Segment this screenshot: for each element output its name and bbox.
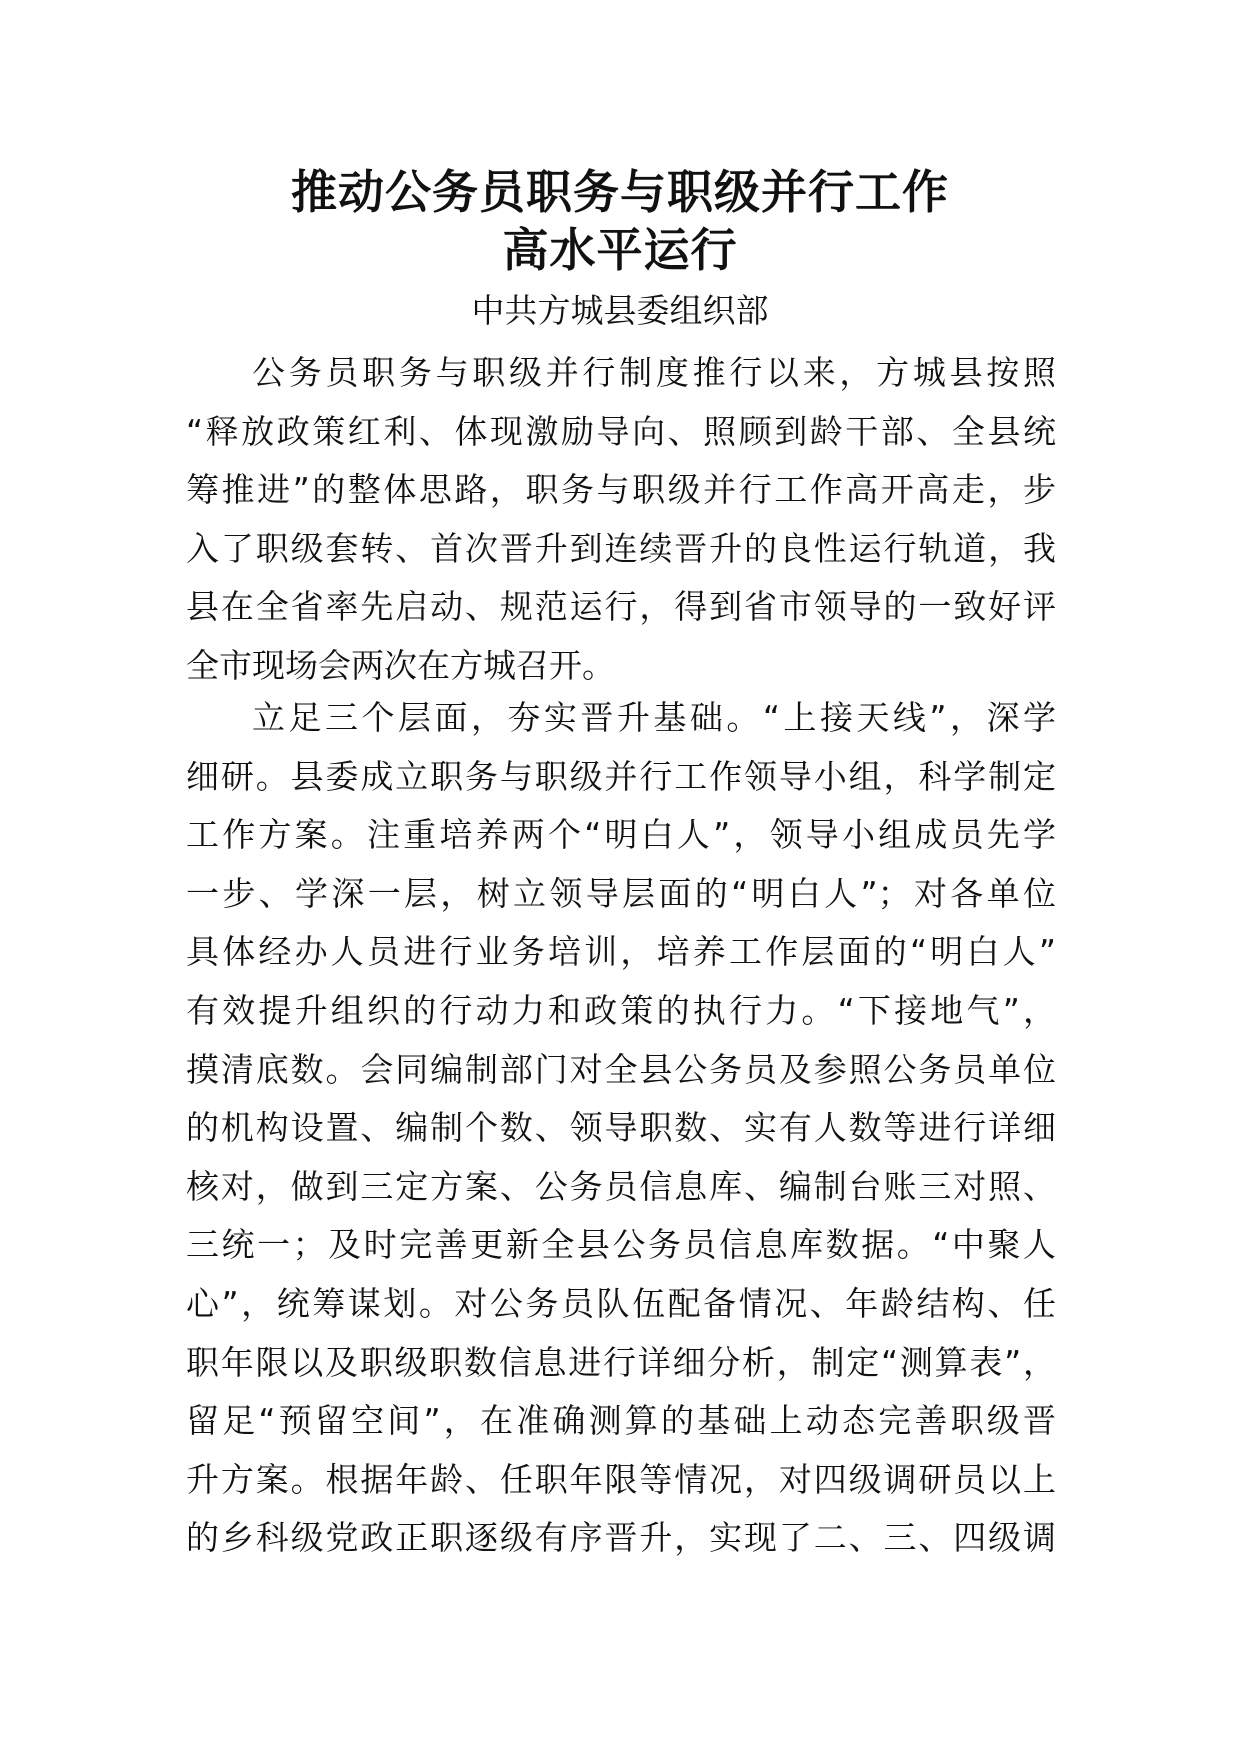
paragraph-line: 筹推进”的整体思路，职务与职级并行工作高开高走，步 — [186, 470, 1056, 510]
document-title-line-2: 高水平运行 — [502, 223, 738, 277]
paragraph-1 — [186, 344, 1056, 696]
paragraph-line: 核对，做到三定方案、公务员信息库、编制台账三对照、 — [186, 1166, 1056, 1206]
paragraph-line: 职年限以及职级职数信息进行详细分析，制定“测算表”， — [186, 1342, 1056, 1382]
paragraph-line: 立足三个层面，夯实晋升基础。“上接天线”，深学 — [252, 698, 1056, 737]
paragraph-line: 三统一；及时完善更新全县公务员信息库数据。“中聚人 — [186, 1225, 1056, 1265]
paragraph-line: 的机构设置、编制个数、领导职数、实有人数等进行详细 — [186, 1108, 1056, 1148]
paragraph-line: 升方案。根据年龄、任职年限等情况，对四级调研员以上 — [186, 1459, 1056, 1499]
paragraph-2 — [186, 689, 1056, 1568]
document-author: 中共方城县委组织部 — [471, 291, 769, 330]
paragraph-line: “释放政策红利、体现激励导向、照顾到龄干部、全县统 — [186, 411, 1056, 451]
paragraph-line: 全市现场会两次在方城召开。 — [186, 645, 615, 685]
paragraph-line: 有效提升组织的行动力和政策的执行力。“下接地气”， — [186, 990, 1056, 1030]
paragraph-line: 留足“预留空间”，在准确测算的基础上动态完善职级晋 — [186, 1401, 1056, 1441]
paragraph-line: 细研。县委成立职务与职级并行工作领导小组，科学制定 — [186, 756, 1056, 796]
paragraph-line: 县在全省率先启动、规范运行，得到省市领导的一致好评 — [186, 587, 1056, 627]
paragraph-line: 的乡科级党政正职逐级有序晋升，实现了二、三、四级调 — [186, 1518, 1056, 1558]
paragraph-line: 心”，统筹谋划。对公务员队伍配备情况、年龄结构、任 — [186, 1283, 1056, 1323]
paragraph-line: 入了职级套转、首次晋升到连续晋升的良性运行轨道，我 — [186, 528, 1056, 568]
paragraph-line: 公务员职务与职级并行制度推行以来，方城县按照 — [252, 353, 1056, 392]
paragraph-line: 一步、学深一层，树立领导层面的“明白人”；对各单位 — [186, 873, 1056, 913]
paragraph-line: 工作方案。注重培养两个“明白人”，领导小组成员先学 — [186, 815, 1056, 855]
paragraph-line: 具体经办人员进行业务培训，培养工作层面的“明白人” — [186, 932, 1056, 972]
paragraph-line: 摸清底数。会同编制部门对全县公务员及参照公务员单位 — [186, 1049, 1056, 1089]
document-title-line-1: 推动公务员职务与职级并行工作 — [291, 165, 949, 219]
